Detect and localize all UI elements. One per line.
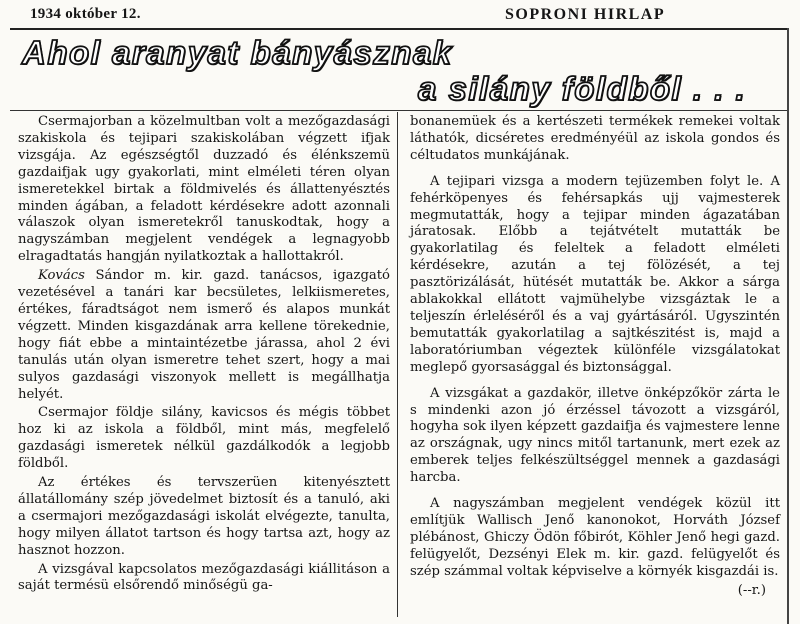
headline-rule — [10, 110, 788, 111]
paragraph: A vizsgával kapcsolatos mezőgazdasági kiállitáson a saját termésü elsőrendő minőségü ga- — [18, 561, 390, 594]
page-edge — [787, 28, 789, 624]
paragraph: Csermajorban a közelmultban volt a mezőgazdasági szakiskola és tejipari szakiskolában végzett ifjak vizsgája. Az egészségtől duzzadó és élénkszemü gazdaifjak ugy gyakorlati, mint elméleti téren olyan ismeretekkel birtak a földmivelés és állattenyésztés minden ágában, a feladott kérdésekre adott azonnali válaszok olyan ismeretekről tanuskodtak, hogy a nagyszámban megjelent vendégek a legnagyobb elragadtatás hangján nyilatkoztak a hallottakról. — [18, 114, 390, 265]
paragraph: Az értékes és tervszerüen kitenyésztett állatállomány szép jövedelmet biztosít és a tanuló, aki a csermajori mezőgazdasági iskolát elvégezte, tanulta, hogy milyen állatot tartson és hogy tartsa azt, hogy az hasznot hozzon. — [18, 475, 390, 558]
person-name: Kovács — [38, 268, 85, 284]
headline-line-1: Ahol aranyat bányásznak — [22, 34, 453, 71]
paragraph: A nagyszámban megjelent vendégek közül itt említjük Wallisch Jenő kanonokot, Horváth József plébánost, Ghiczy Ödön főbirót, Köhler Jenő hegi gazd. felügyelőt, Dezsényi Elek m. kir. gazd. felügyelőt és szép számmal voltak képviselve a környék kisgazdái is. — [410, 496, 780, 579]
paragraph: Csermajor földje silány, kavicsos és mégis többet hoz ki az iskola a földből, mint más, megfelelő gazdasági ismeretek nélkül gazdálkodók a legjobb földből. — [18, 405, 390, 472]
paragraph-text: Sándor m. kir. gazd. tanácsos, igazgató vezetésével a tanári kar becsületes, lelkiismeretes, értékes, fáradtságot nem ismerő és alapos munkát végzett. Minden kisgazdának arra kellene törekednie, hogy fiát ebbe a mintaintézetbe járassa, ahol 2 évi tanulás után olyan ismeretre tehet szert, hogy a mai sulyos gazdasági viszonyok mellett is megállhatja helyét. — [18, 268, 390, 402]
left-column — [18, 114, 390, 597]
masthead-rule — [10, 28, 788, 30]
paragraph: A tejipari vizsga a modern tejüzemben folyt le. A fehérköpenyes és fehérsapkás ujj vajmesterek megmutatták, hogy a tejipar minden ágazatában járatosak. Előbb a tejátvételt mutatták be gyakorlatilag és feleltek a feladott elméleti kérdésekre, azután a tej fölözését, a tej pasztörizálását, hütését mutatták be. Akkor a sárga ablakokkal ellátott vajmühelybe vizsgáztak le a teljeszín érleléséről és a vaj gyártásáról. Ugyszintén bemutatták gyakorlatilag a sajtkészitést is, majd a laboratóriumban végeztek különféle vizsgálatokat meglepő gyorsasággal és biztonsággal. — [410, 173, 780, 375]
author-signature: (--r.) — [737, 582, 766, 598]
issue-date: 1934 október 12. — [30, 6, 141, 22]
paragraph: bonanemüek és a kertészeti termékek remekei voltak láthatók, dicséretes eredményéül az iskola gondos és céltudatos munkájának. — [410, 114, 780, 163]
article-headline — [0, 32, 800, 110]
paragraph: A vizsgákat a gazdakör, illetve önképzőkör zárta le s mindenki azon jó érzéssel távozott a vizsgáról, hogyha sok ilyen képzett gazdaifja és vajmestere lenne az országnak, ugy nincs mitől tartanunk, mert ezek az emberek teljes felkészültséggel mennek a gazdasági harcba. — [410, 385, 780, 486]
paragraph — [18, 268, 390, 403]
column-divider — [397, 112, 398, 617]
newspaper-title: SOPRONI HIRLAP — [505, 6, 666, 23]
headline-line-2: a silány földből . . . — [418, 70, 747, 107]
right-column — [410, 114, 780, 601]
